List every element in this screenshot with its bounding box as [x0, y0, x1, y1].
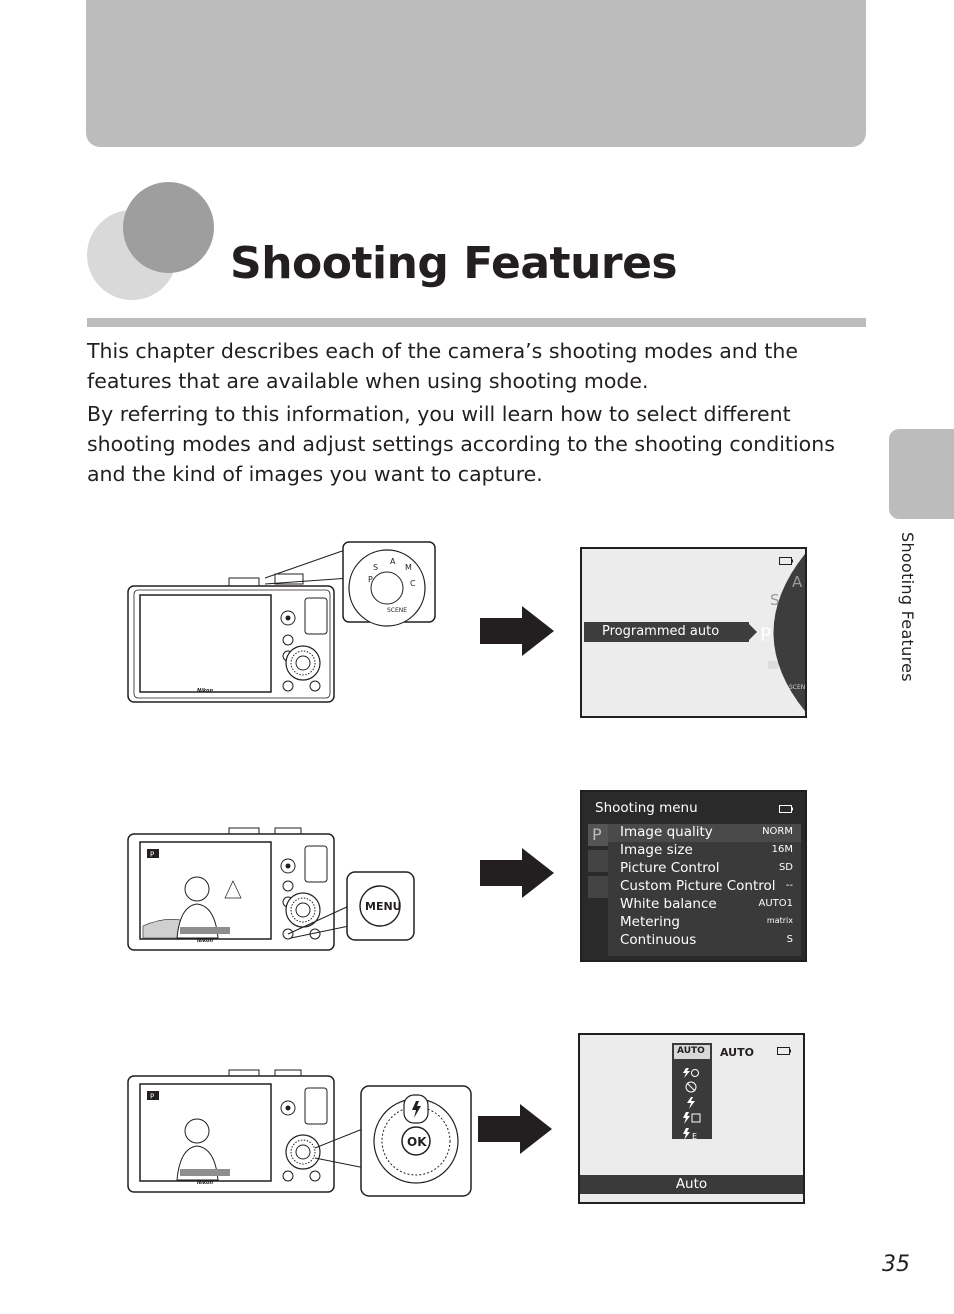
page-number: 35	[882, 1252, 910, 1277]
svg-text:E: E	[692, 1132, 698, 1140]
arrow-right-icon-2	[480, 848, 556, 898]
menu-item-continuous[interactable]: Continuous	[620, 932, 697, 948]
flash-option-off-icon[interactable]	[682, 1078, 700, 1090]
value-image-quality: NORM	[762, 826, 793, 837]
tab-shooting-label: P	[592, 825, 602, 844]
title-rule	[87, 318, 866, 327]
dial-letter-a: A	[390, 557, 396, 566]
chapter-intro	[87, 336, 877, 492]
mode-label-bar	[584, 622, 749, 642]
intro-paragraph-2: By referring to this information, you will learn how to select different shooting modes and adjust settings according to the shooting conditions and the kind of images you want to capture.	[87, 402, 835, 486]
battery-icon	[779, 805, 793, 813]
wheel-letter-s: S	[770, 591, 780, 609]
mode-pointer-icon	[747, 622, 757, 642]
dial-scene-label: SCENE	[387, 607, 408, 614]
lcd-mode-p: P	[150, 850, 155, 859]
menu-item-custom-picture-control[interactable]: Custom Picture Control	[620, 878, 776, 894]
dial-letter-c: C	[410, 579, 416, 588]
programmed-auto-screen	[580, 547, 807, 718]
flash-caption-bar	[580, 1175, 803, 1194]
lcd-mode-p-2: P	[150, 1092, 155, 1101]
arrow-right-icon-3	[478, 1104, 554, 1154]
arrow-right-icon-1	[480, 606, 556, 656]
intro-paragraph-1: This chapter describes each of the camera’s shooting modes and the features that are available when using shooting mode.	[87, 339, 798, 393]
tab-shooting[interactable]	[588, 824, 608, 846]
tab-setup[interactable]	[588, 876, 608, 898]
wheel-scene-label: SCENE	[789, 684, 809, 691]
mode-label: Programmed auto	[602, 624, 720, 639]
camera-brand-1: Nikon	[197, 688, 214, 694]
value-continuous: S	[786, 934, 793, 945]
dial-letter-m: M	[405, 563, 412, 572]
value-picture-control: SD	[778, 862, 793, 873]
flash-option-auto[interactable]	[674, 1045, 710, 1059]
menu-button-label: MENU	[365, 900, 402, 913]
camera-brand-2: Nikon	[197, 938, 214, 944]
camera-brand-3: Nikon	[197, 1180, 214, 1186]
menu-item-image-quality[interactable]: Image quality	[620, 824, 713, 840]
shooting-menu-screen	[580, 790, 807, 962]
flash-option-auto-label: AUTO	[677, 1046, 705, 1056]
value-metering-icon: matrix	[766, 916, 793, 925]
value-white-balance: AUTO1	[758, 898, 793, 909]
flash-option-fill-icon[interactable]	[686, 1094, 696, 1106]
battery-icon	[777, 1047, 791, 1055]
flash-options-list	[672, 1043, 712, 1139]
camera-back-mode-dial-illustration	[125, 540, 440, 705]
menu-list	[608, 824, 801, 956]
decorative-circle-dark	[123, 182, 214, 273]
ok-label: OK	[407, 1135, 427, 1149]
chapter-title: Shooting Features	[230, 238, 678, 289]
flash-option-rear-curtain-icon[interactable]	[682, 1125, 702, 1140]
camera-back-menu-illustration	[125, 826, 417, 952]
shooting-menu-header: Shooting menu	[595, 800, 698, 816]
menu-item-picture-control[interactable]: Picture Control	[620, 860, 720, 876]
value-custom-picture-control: --	[785, 880, 793, 891]
tab-movie[interactable]	[588, 850, 608, 872]
selected-flash-indicator: AUTO	[720, 1046, 754, 1059]
wheel-letter-a: A	[792, 573, 803, 591]
value-image-size: 16M	[771, 844, 793, 855]
menu-item-image-size[interactable]: Image size	[620, 842, 693, 858]
flash-caption: Auto	[675, 1176, 708, 1192]
wheel-letter-p: P	[760, 624, 772, 646]
flash-option-slow-sync-icon[interactable]	[682, 1109, 702, 1121]
camera-back-flash-illustration	[125, 1068, 475, 1198]
wheel-camera-icon	[768, 661, 778, 669]
chapter-header-band	[86, 0, 866, 147]
dial-letter-p: P	[368, 575, 373, 584]
menu-item-white-balance[interactable]: White balance	[620, 896, 717, 912]
flash-mode-screen	[578, 1033, 805, 1204]
side-tab[interactable]	[889, 429, 954, 519]
dial-letter-s: S	[373, 563, 379, 572]
flash-option-redeye-icon[interactable]	[682, 1063, 700, 1073]
side-tab-label: Shooting Features	[898, 532, 917, 682]
menu-item-metering[interactable]: Metering	[620, 914, 680, 930]
